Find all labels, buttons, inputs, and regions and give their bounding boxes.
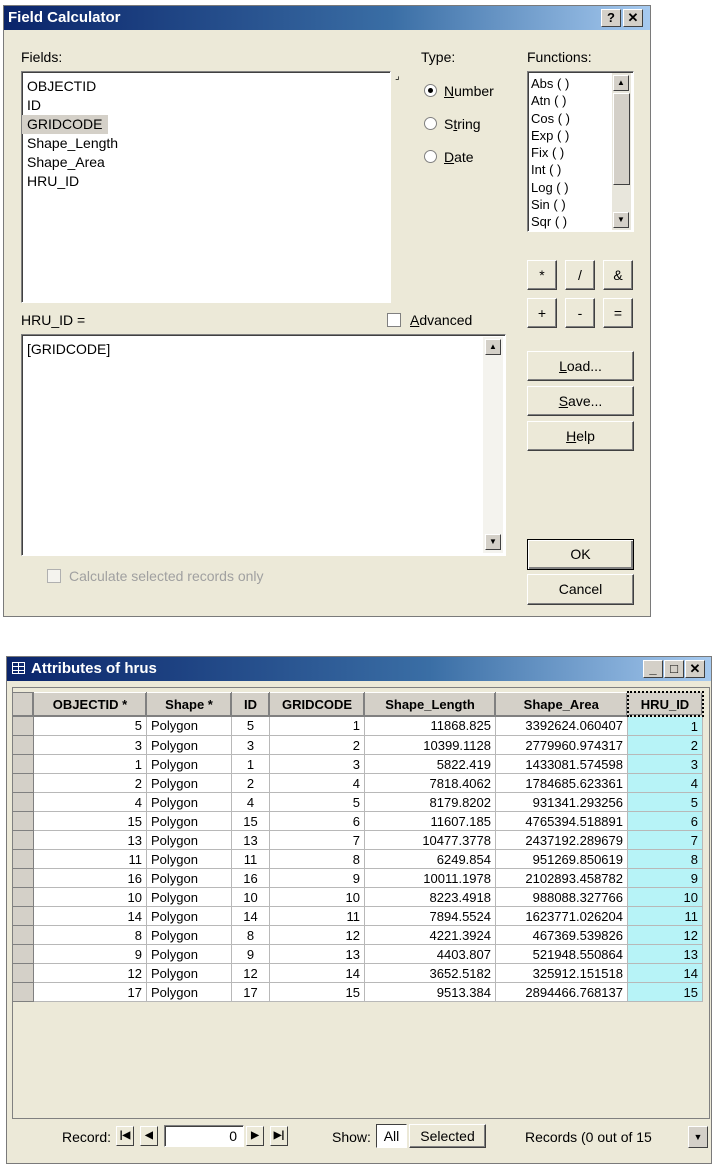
table-cell[interactable]: 13 [628,945,703,964]
table-cell[interactable]: 11 [628,907,703,926]
table-cell[interactable]: Polygon [147,888,232,907]
table-row[interactable] [13,964,703,983]
table-cell[interactable]: 12 [232,964,270,983]
table-cell[interactable]: 2894466.768137 [496,983,628,1002]
table-cell[interactable]: 9 [270,869,365,888]
function-item[interactable]: Cos ( ) [531,110,570,126]
table-cell[interactable]: 1623771.026204 [496,907,628,926]
table-cell[interactable]: Polygon [147,983,232,1002]
table-cell[interactable]: 931341.293256 [496,793,628,812]
operator-multiply-button[interactable]: * [527,260,557,290]
row-selector[interactable] [13,755,34,774]
table-cell[interactable]: 14 [270,964,365,983]
scroll-down-icon[interactable]: ▼ [485,534,501,550]
table-cell[interactable]: 15 [34,812,147,831]
expression-text: [GRIDCODE] [27,341,111,357]
table-cell[interactable]: 15 [232,812,270,831]
table-cell[interactable]: 3 [628,755,703,774]
expression-scrollbar[interactable] [483,337,503,553]
dialog-title: Field Calculator [4,6,650,30]
table-cell[interactable]: 11 [232,850,270,869]
column-header[interactable]: HRU_ID [628,692,703,716]
row-selector[interactable] [13,869,34,888]
table-cell[interactable]: 6249.854 [365,850,496,869]
table-cell[interactable]: 4 [270,774,365,793]
table-cell[interactable]: 1433081.574598 [496,755,628,774]
table-cell[interactable]: 2 [628,736,703,755]
type-label-string[interactable]: String [444,116,481,132]
table-cell[interactable]: 12 [270,926,365,945]
table-cell[interactable]: 4 [34,793,147,812]
table-cell[interactable]: 11 [34,850,147,869]
table-row[interactable] [13,888,703,907]
row-header-corner[interactable] [13,692,34,716]
table-cell[interactable]: 3 [34,736,147,755]
table-cell[interactable]: 7818.4062 [365,774,496,793]
operator-concatenate-button[interactable]: & [603,260,633,290]
advanced-checkbox[interactable] [387,313,401,327]
operator-equals-button[interactable]: = [603,298,633,328]
table-cell[interactable]: 10 [628,888,703,907]
table-cell[interactable]: 1784685.623361 [496,774,628,793]
next-record-button[interactable]: ▶ [246,1126,264,1146]
table-cell[interactable]: 11868.825 [365,716,496,736]
functions-scrollbar[interactable] [612,73,631,230]
table-row[interactable] [13,831,703,850]
row-selector[interactable] [13,926,34,945]
table-cell[interactable]: Polygon [147,793,232,812]
show-selected-button[interactable]: Selected [409,1124,486,1148]
table-row[interactable] [13,983,703,1002]
table-row[interactable] [13,716,703,736]
column-header[interactable]: Shape_Length [365,692,496,716]
table-cell[interactable]: Polygon [147,869,232,888]
function-item[interactable]: Int ( ) [531,162,562,178]
row-selector[interactable] [13,716,34,736]
last-record-button[interactable]: ▶| [270,1126,288,1146]
table-cell[interactable]: 2 [34,774,147,793]
type-label: Type: [421,49,456,65]
table-cell[interactable]: 16 [232,869,270,888]
ok-button[interactable]: OK [527,539,634,570]
table-cell[interactable]: Polygon [147,812,232,831]
table-cell[interactable]: 9 [232,945,270,964]
record-label: Record: [62,1129,112,1145]
field-item[interactable]: Shape_Length [27,135,119,151]
table-cell[interactable]: 13 [232,831,270,850]
table-cell[interactable]: 3392624.060407 [496,716,628,736]
table-cell[interactable]: 10477.3778 [365,831,496,850]
function-item[interactable]: Sqr ( ) [531,214,568,230]
fields-list[interactable] [21,71,391,303]
show-all-button[interactable]: All [376,1124,407,1148]
table-cell[interactable]: 11 [270,907,365,926]
expression-label: HRU_ID = [21,312,86,328]
table-cell[interactable]: 10399.1128 [365,736,496,755]
table-cell[interactable]: 15 [628,983,703,1002]
column-header[interactable]: Shape * [147,692,232,716]
table-cell[interactable]: 13 [34,831,147,850]
table-cell[interactable]: 3 [232,736,270,755]
table-row[interactable] [13,945,703,964]
table-cell[interactable]: 14 [34,907,147,926]
operator-minus-button[interactable]: - [565,298,595,328]
table-cell[interactable]: 17 [232,983,270,1002]
type-radio-number[interactable] [424,84,437,97]
table-cell[interactable]: 5 [628,793,703,812]
table-cell[interactable]: 11607.185 [365,812,496,831]
table-cell[interactable]: 8 [628,850,703,869]
table-cell[interactable]: Polygon [147,964,232,983]
function-item[interactable]: Exp ( ) [531,127,570,143]
table-cell[interactable]: 2437192.289679 [496,831,628,850]
type-radio-string[interactable] [424,117,437,130]
row-selector[interactable] [13,888,34,907]
function-item[interactable]: Fix ( ) [531,145,565,161]
row-selector[interactable] [13,793,34,812]
advanced-label: Advanced [410,312,473,328]
table-cell[interactable]: 9513.384 [365,983,496,1002]
table-cell[interactable]: 7894.5524 [365,907,496,926]
table-cell[interactable]: 14 [628,964,703,983]
close-window-button[interactable]: ✕ [685,660,705,678]
column-header[interactable]: Shape_Area [496,692,628,716]
table-row[interactable] [13,869,703,888]
table-cell[interactable]: 9 [34,945,147,964]
table-cell[interactable]: 2779960.974317 [496,736,628,755]
field-item[interactable]: Shape_Area [27,154,105,170]
show-label: Show: [332,1129,371,1145]
type-radio-date[interactable] [424,150,437,163]
function-item[interactable]: Log ( ) [531,179,569,195]
help-title-button[interactable]: ? [601,9,621,27]
table-cell[interactable]: 4403.807 [365,945,496,964]
save-button[interactable]: Save... [527,386,634,416]
table-cell[interactable]: 10 [232,888,270,907]
table-row[interactable] [13,774,703,793]
table-cell[interactable]: 7 [628,831,703,850]
table-row[interactable] [13,850,703,869]
table-icon [12,662,25,674]
function-item[interactable]: Sin ( ) [531,197,566,213]
table-cell[interactable]: 4 [232,793,270,812]
table-cell[interactable]: 16 [34,869,147,888]
close-button[interactable]: ✕ [623,9,643,27]
table-cell[interactable]: 5 [232,716,270,736]
table-row[interactable] [13,926,703,945]
table-cell[interactable]: 17 [34,983,147,1002]
table-cell[interactable]: 5 [270,793,365,812]
field-item[interactable]: HRU_ID [27,173,80,189]
table-cell[interactable]: 1 [270,716,365,736]
table-cell[interactable]: Polygon [147,774,232,793]
table-row[interactable] [13,736,703,755]
table-cell[interactable]: 15 [270,983,365,1002]
record-input[interactable]: 0 [164,1125,244,1147]
table-cell[interactable]: Polygon [147,736,232,755]
table-row[interactable] [13,907,703,926]
table-cell[interactable]: Polygon [147,907,232,926]
field-item[interactable]: GRIDCODE [22,115,108,134]
cancel-button[interactable]: Cancel [527,574,634,605]
table-cell[interactable]: 10 [270,888,365,907]
calc-selected-checkbox[interactable] [47,569,61,583]
row-selector[interactable] [13,812,34,831]
table-cell[interactable]: 325912.151518 [496,964,628,983]
options-dropdown-icon[interactable]: ▼ [688,1126,708,1148]
operator-plus-button[interactable]: + [527,298,557,328]
table-cell[interactable]: 2102893.458782 [496,869,628,888]
function-item[interactable]: Abs ( ) [531,76,570,91]
type-label-number[interactable]: Number [444,83,494,99]
table-row[interactable] [13,812,703,831]
table-cell[interactable]: 13 [270,945,365,964]
maximize-button[interactable]: □ [664,660,684,678]
table-cell[interactable]: 10 [34,888,147,907]
minimize-button[interactable]: _ [643,660,663,678]
table-cell[interactable]: Polygon [147,716,232,736]
table-cell[interactable]: 3652.5182 [365,964,496,983]
attributes-title: Attributes of hrus [31,660,157,677]
table-cell[interactable]: 5822.419 [365,755,496,774]
table-cell[interactable]: 6 [628,812,703,831]
functions-label: Functions: [527,49,592,65]
table-cell[interactable]: Polygon [147,926,232,945]
table-row[interactable] [13,793,703,812]
column-header[interactable]: GRIDCODE [270,692,365,716]
table-cell[interactable]: 8223.4918 [365,888,496,907]
table-cell[interactable]: 4 [628,774,703,793]
attribute-table [12,691,704,1002]
field-item[interactable]: ID [27,97,41,113]
help-button[interactable]: Help [527,421,634,451]
operator-divide-button[interactable]: / [565,260,595,290]
attributes-title-bar [7,657,711,681]
table-cell[interactable]: 12 [628,926,703,945]
table-cell[interactable]: 3 [270,755,365,774]
table-cell[interactable]: 9 [628,869,703,888]
table-cell[interactable]: 6 [270,812,365,831]
row-selector[interactable] [13,774,34,793]
row-selector[interactable] [13,736,34,755]
expression-input[interactable] [21,334,506,556]
table-cell[interactable]: Polygon [147,755,232,774]
column-header[interactable]: OBJECTID * [34,692,147,716]
table-cell[interactable]: 4765394.518891 [496,812,628,831]
column-header[interactable]: ID [232,692,270,716]
table-cell[interactable]: 521948.550864 [496,945,628,964]
table-cell[interactable]: Polygon [147,850,232,869]
prev-record-button[interactable]: ◀ [140,1126,158,1146]
table-cell[interactable]: 2 [270,736,365,755]
table-cell[interactable]: 7 [270,831,365,850]
row-selector[interactable] [13,964,34,983]
table-cell[interactable]: Polygon [147,831,232,850]
load-button[interactable]: Load... [527,351,634,381]
table-cell[interactable]: 1 [232,755,270,774]
table-cell[interactable]: 1 [628,716,703,736]
table-cell[interactable]: 5 [34,716,147,736]
fields-label: Fields: [21,49,63,65]
table-row[interactable] [13,755,703,774]
table-cell[interactable]: 4221.3924 [365,926,496,945]
table-cell[interactable]: 8 [34,926,147,945]
row-selector[interactable] [13,945,34,964]
first-record-button[interactable]: |◀ [116,1126,134,1146]
table-cell[interactable]: 8 [270,850,365,869]
table-cell[interactable]: 988088.327766 [496,888,628,907]
row-selector[interactable] [13,907,34,926]
resize-grip-icon[interactable]: ⌟ [395,71,400,82]
table-cell[interactable]: Polygon [147,945,232,964]
type-label-date[interactable]: Date [444,149,474,165]
row-selector[interactable] [13,983,34,1002]
table-cell[interactable]: 10011.1978 [365,869,496,888]
table-cell[interactable]: 1 [34,755,147,774]
scroll-up-icon[interactable]: ▲ [613,75,629,91]
scroll-up-icon[interactable]: ▲ [485,339,501,355]
scroll-down-icon[interactable]: ▼ [613,212,629,228]
row-selector[interactable] [13,831,34,850]
row-selector[interactable] [13,850,34,869]
table-cell[interactable]: 14 [232,907,270,926]
function-item[interactable]: Atn ( ) [531,93,567,109]
table-cell[interactable]: 2 [232,774,270,793]
table-cell[interactable]: 8 [232,926,270,945]
table-cell[interactable]: 467369.539826 [496,926,628,945]
calc-selected-label: Calculate selected records only [69,568,264,584]
field-item[interactable]: OBJECTID [27,78,97,94]
table-cell[interactable]: 951269.850619 [496,850,628,869]
table-cell[interactable]: 12 [34,964,147,983]
scroll-thumb[interactable] [613,93,630,185]
records-status: Records (0 out of 15 [525,1129,652,1145]
table-cell[interactable]: 8179.8202 [365,793,496,812]
